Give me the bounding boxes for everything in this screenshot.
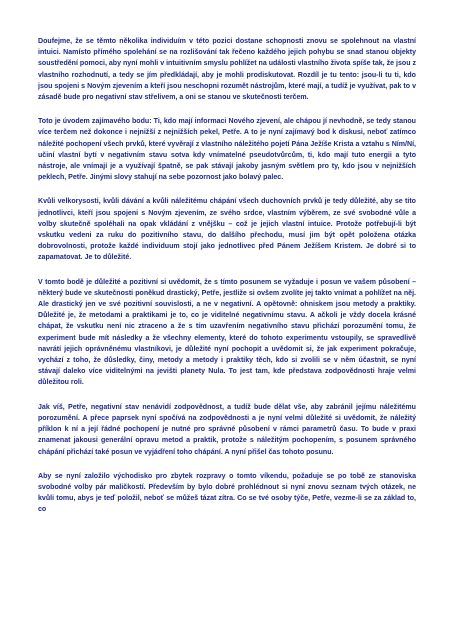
document-page [38, 36, 416, 636]
paragraph-6: Aby se nyní založilo východisko pro zbytek rozpravy o tomto víkendu, požaduje se po tobě ze stanoviska svobodné volby pár maličkostí. Především by bylo dobré prohlédnout si nyní znovu seznam tvých otázek, ne kvůli tomu, abys je teď položil, neboť se můžeš tázat zítra. Co se tvé osoby týče, Petře, vezme-li se za základ to, co [38, 472, 416, 514]
paragraph-2: Toto je úvodem zajímavého bodu: Ti, kdo mají informaci Nového zjevení, ale chápou jí nevhodně, se tedy stanou více terčem než dokonce i nejnižší z nejnižších pekel, Petře. A to je nyní zajímavý bod k diskusi, neboť zatímco náležité pochopení všech prvků, které vyvěrají z vlastního náležitého pojetí Pána Ježíše Krista a vztahu s Ním/Ní, učiní vlastní bytí v negativním stavu sotva kdy vnímatelné pseudotvůrcům, ti, kdo mají tuto energii a tyto nástroje, ale vnímají je a využívají špatně, se pak stávají jakoby jasným světlem pro ty, kdo jsou v nejnižších peklech, Petře. Jinými slovy stahují na sebe pozornost jako bolavý palec. [38, 118, 416, 182]
paragraph-3: Kvůli velkorysosti, kvůli dávání a kvůli náležitému chápání všech duchovních prvků je tedy důležité, aby se tito jednotlivci, kteří jsou spojeni s Novým zjevením, ze svého srdce, vlastním výběrem, ze své svobodné vůle a volby skutečně spoléhali na opak vkládání z vnějšku – což je jejich vlastní intuice. Protože potřebují-li být vskutku vedeni za ruku do pozitivního stavu, do dalšího přechodu, musí jim být opět položena otázka dobrovolnosti, protože každé individuum stojí jako jednotlivec před Pánem Ježíšem Kristem. Je dobré si to zapamatovat. Je to důležité. [38, 198, 416, 262]
paragraph-4: V tomto bodě je důležité a pozitivní si uvědomit, že s tímto posunem se vyžaduje i posun ve vašem působení – některý bude ve skutečnosti poněkud drastický, Petře, jestliže si ovšem zvolíte jej takto vnímat a pohlížet na něj. Ale drastický jen ve své pozitivní souvislosti, a ne v negativní. A opětovně: ohniskem jsou metody a praktiky. Důležité je, že metodami a praktikami je to, co je viditelné negativnímu stavu. A ačkoli je vždy docela krásné chápat, že vskutku není nic ztraceno a že s tím uzavřením negativního stavu přichází porozumění tomu, že experiment bude mít následky a že všechny elementy, které do tohoto experimentu vstoupily, se spravedlivě navrátí jejich oprávněnému vlastníkovi, je důležité nyní pochopit a uvědomit si, že jak experiment pokračuje, vychází z toho, že důsledky, činy, metody a metody i praktiky těch, kdo si zvolili se v něm účastnit, se nyní stávají daleko více viditelnými na jevišti planety Nula. To jest tam, kde představa zodpovědnosti hraje velmi důležitou roli. [38, 278, 416, 387]
paragraph-5: Jak víš, Petře, negativní stav nenávidí zodpovědnost, a tudíž bude dělat vše, aby zabránil jejímu náležitému porozumění. A přece paprsek nyní spočívá na zodpovědnosti a je nyní velmi důležité si uvědomit, že náležitý příklon k ní a její řádné pochopení je nutné pro správné působení v rámci parametrů času. To bude v praxi znamenat jakousi generální opravu metod a praktik, protože s náležitým pochopením, s posunem správného chápání přichází také posun ve vyjádření toho chápání. A nyní přišel čas tohoto posunu. [38, 403, 416, 456]
paragraph-1: Doufejme, že se těmto několika individuím v této pozici dostane schopnosti znovu se spolehnout na vlastní intuici. Namísto přímého spolehání se na rozlišování tak řečeno každého jejich pohybu se snad stanou objekty soustředění pomoci, aby nyní mohli v intuitivním smyslu pohlížet na události vlastního života spíše tak, že jsou z vlastního rozhodnutí, a tedy se jím předkládají, aby je mohli prodiskutovat. Rozdíl je tu tento: jsou-li tu ti, kdo jsou spojeni s Novým zjevením a kteří jsou neschopni rozumět nástrojům, které mají, a tudíž je využívat, pak to v zásadě bude pro negativní stav střelivem, a oni se stanou ve skutečnosti terčem. [38, 38, 416, 102]
